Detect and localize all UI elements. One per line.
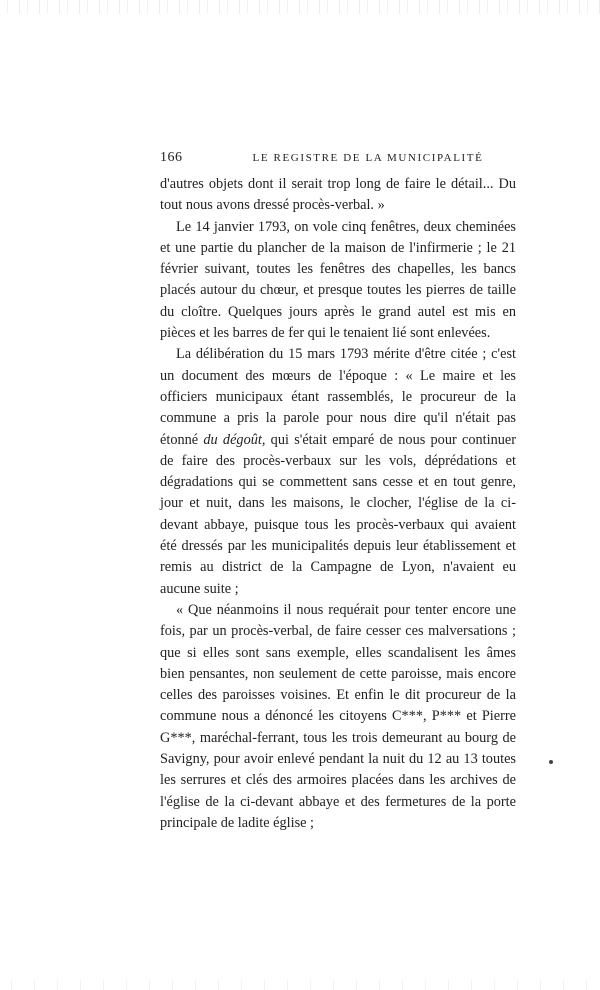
paragraph-continuation: d'autres objets dont il serait trop long de faire le détail... Du tout nous avons dressé procès-verbal. » [160, 176, 516, 214]
paragraph-january-thefts: Le 14 janvier 1793, on vole cinq fenêtres, deux cheminées et une partie du plancher de la maison de l'infirmerie ; le 21 février suivant, toutes les fenêtres des chapelles, les bancs placés autour du chœur, et presque toutes les pierres de taille du cloître. Quelques jours après le grand autel est mis en pièces et les barres de fer qui le tenaient lié sont enlevées. [160, 218, 516, 342]
paragraph-deliberation [160, 344, 516, 600]
emphasis-du-degout: du dégoût [203, 431, 262, 448]
paragraph-quotation: « Que néanmoins il nous requérait pour tenter encore une fois, par un procès-verbal, de faire cesser ces malversations ; que si elles sont sans exemple, elles scandalisent les âmes bien pensantes, non seulement de cette paroisse, mais encore celles des paroisses voisines. Et enfin le dit procureur de la commune nous a dénoncé les citoyens C***, P*** et Pierre G***, maréchal-ferrant, tous les trois demeurant au bourg de Savigny, pour avoir enlevé pendant la nuit du 12 au 13 toutes les serrures et clés des armoires placées dans les archives de l'église de la ci-devant abbaye et des fermetures de la porte principale de ladite église ; [160, 601, 516, 831]
scan-top-edge [0, 0, 600, 14]
deliberation-text-end: , qui s'était emparé de nous pour continuer de faire des procès-verbaux sur les vols, déprédations et dégradations qui se commettent sans cesse et en tout genre, jour et nuit, dans les maisons, le clocher, l'église de la ci-devant abbaye, puisque tous les procès-verbaux qui avaient été dressés par les municipalités depuis leur établissement et remis au district de la Campagne de Lyon, n'avaient eu aucune suite ; [160, 431, 516, 597]
page-number: 166 [160, 150, 183, 165]
body-text [160, 174, 516, 834]
margin-dot-mark [549, 760, 553, 764]
deliberation-text-start: La délibération du 15 mars 1793 mérite d'être citée ; c'est un document des mœurs de l'époque : « Le maire et les officiers municipaux étant rassemblés, le procureur de la commune a pris la parole pour nous dire qu'il n'était pas étonné [160, 346, 516, 448]
scan-bottom-edge [0, 980, 600, 990]
page-header [160, 150, 516, 166]
running-title: LE REGISTRE DE LA MUNICIPALITÉ [252, 152, 484, 164]
